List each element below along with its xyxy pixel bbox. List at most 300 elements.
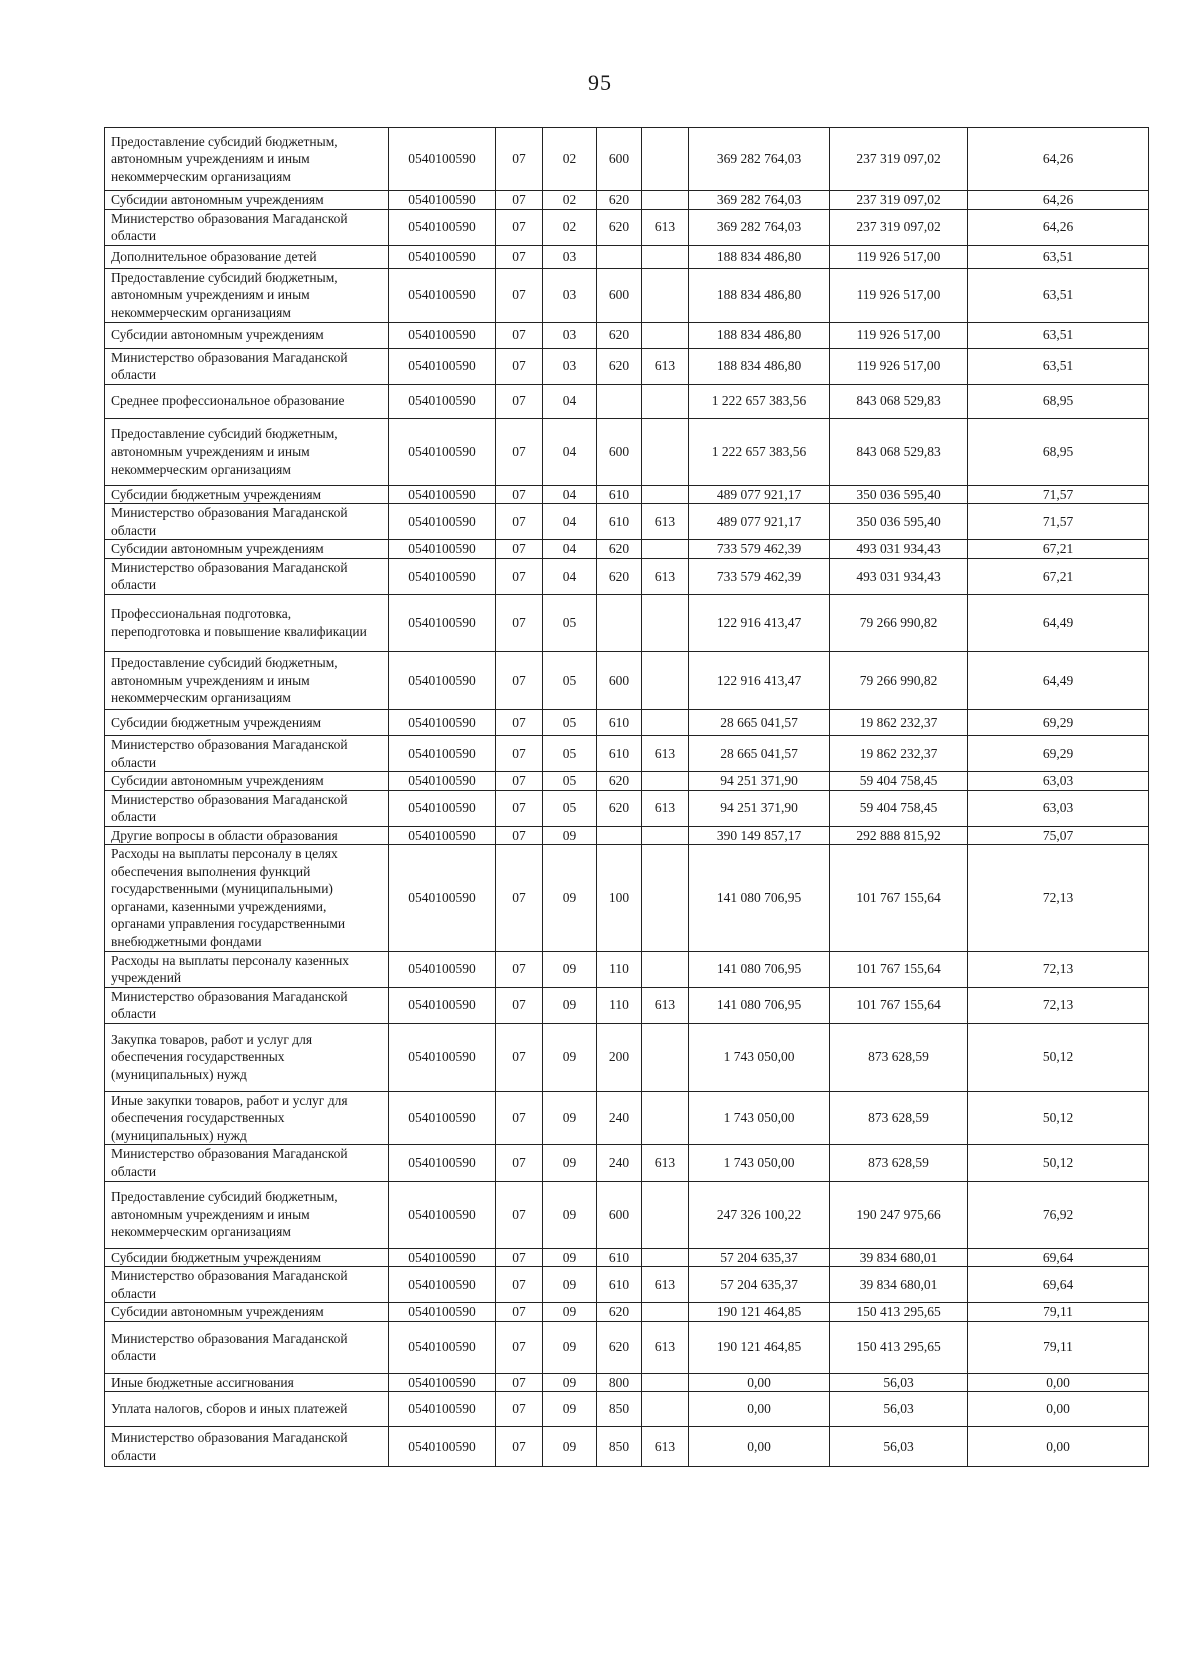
row-target-code: 0540100590 <box>389 1181 496 1248</box>
row-expense-type-code: 620 <box>597 772 642 791</box>
row-section-code: 07 <box>496 790 543 826</box>
row-actual-amount: 19 862 232,37 <box>830 710 968 736</box>
table-row <box>105 1427 1149 1467</box>
row-section-code: 07 <box>496 209 543 245</box>
row-subsection-code: 03 <box>543 348 597 384</box>
row-subsection-code: 02 <box>543 209 597 245</box>
table-row <box>105 322 1149 348</box>
row-planned-amount: 0,00 <box>689 1392 830 1427</box>
row-section-code: 07 <box>496 595 543 652</box>
row-name: Субсидии автономным учреждениям <box>105 772 389 791</box>
row-target-code: 0540100590 <box>389 128 496 191</box>
row-target-code: 0540100590 <box>389 504 496 540</box>
row-planned-amount: 57 204 635,37 <box>689 1248 830 1267</box>
row-section-code: 07 <box>496 1091 543 1145</box>
row-expense-type-code: 610 <box>597 710 642 736</box>
row-section-code: 07 <box>496 504 543 540</box>
row-department-code <box>642 268 689 322</box>
row-department-code <box>642 595 689 652</box>
row-target-code: 0540100590 <box>389 1023 496 1091</box>
row-name: Субсидии бюджетным учреждениям <box>105 485 389 504</box>
row-expense-type-code: 620 <box>597 191 642 210</box>
row-actual-amount: 350 036 595,40 <box>830 504 968 540</box>
row-department-code <box>642 652 689 710</box>
row-department-code: 613 <box>642 1321 689 1373</box>
table-row <box>105 1373 1149 1392</box>
row-target-code: 0540100590 <box>389 1427 496 1467</box>
row-subsection-code: 09 <box>543 1091 597 1145</box>
row-name: Профессиональная подготовка, переподготовка и повышение квалификации <box>105 595 389 652</box>
row-subsection-code: 05 <box>543 736 597 772</box>
row-subsection-code: 05 <box>543 790 597 826</box>
row-department-code: 613 <box>642 736 689 772</box>
row-department-code: 613 <box>642 1427 689 1467</box>
row-name: Министерство образования Магаданской области <box>105 348 389 384</box>
row-expense-type-code: 600 <box>597 652 642 710</box>
row-percent: 75,07 <box>968 826 1149 845</box>
row-expense-type-code: 240 <box>597 1091 642 1145</box>
row-name: Среднее профессиональное образование <box>105 384 389 418</box>
table-row <box>105 1321 1149 1373</box>
row-percent: 79,11 <box>968 1321 1149 1373</box>
table-row <box>105 595 1149 652</box>
row-percent: 72,13 <box>968 951 1149 987</box>
table-row <box>105 268 1149 322</box>
row-actual-amount: 119 926 517,00 <box>830 268 968 322</box>
row-expense-type-code: 610 <box>597 504 642 540</box>
row-target-code: 0540100590 <box>389 1145 496 1181</box>
row-planned-amount: 57 204 635,37 <box>689 1267 830 1303</box>
row-department-code: 613 <box>642 209 689 245</box>
row-planned-amount: 733 579 462,39 <box>689 558 830 594</box>
row-percent: 0,00 <box>968 1427 1149 1467</box>
row-department-code <box>642 245 689 268</box>
row-expense-type-code: 200 <box>597 1023 642 1091</box>
row-planned-amount: 188 834 486,80 <box>689 348 830 384</box>
row-subsection-code: 03 <box>543 268 597 322</box>
row-target-code: 0540100590 <box>389 245 496 268</box>
row-name: Субсидии автономным учреждениям <box>105 322 389 348</box>
row-target-code: 0540100590 <box>389 1392 496 1427</box>
table-row <box>105 1392 1149 1427</box>
row-subsection-code: 09 <box>543 1023 597 1091</box>
row-target-code: 0540100590 <box>389 1091 496 1145</box>
row-percent: 68,95 <box>968 384 1149 418</box>
row-subsection-code: 02 <box>543 191 597 210</box>
table-row <box>105 710 1149 736</box>
row-planned-amount: 0,00 <box>689 1427 830 1467</box>
row-actual-amount: 292 888 815,92 <box>830 826 968 845</box>
row-percent: 64,26 <box>968 191 1149 210</box>
row-planned-amount: 369 282 764,03 <box>689 209 830 245</box>
row-target-code: 0540100590 <box>389 987 496 1023</box>
row-section-code: 07 <box>496 485 543 504</box>
table-row <box>105 1267 1149 1303</box>
table-row <box>105 826 1149 845</box>
row-name: Министерство образования Магаданской области <box>105 209 389 245</box>
row-planned-amount: 1 743 050,00 <box>689 1023 830 1091</box>
row-section-code: 07 <box>496 348 543 384</box>
row-expense-type-code: 850 <box>597 1427 642 1467</box>
table-row <box>105 485 1149 504</box>
row-section-code: 07 <box>496 987 543 1023</box>
row-expense-type-code: 610 <box>597 736 642 772</box>
row-actual-amount: 237 319 097,02 <box>830 191 968 210</box>
row-section-code: 07 <box>496 1373 543 1392</box>
budget-table <box>104 127 1149 1467</box>
row-expense-type-code <box>597 826 642 845</box>
row-subsection-code: 09 <box>543 1303 597 1322</box>
row-planned-amount: 122 916 413,47 <box>689 595 830 652</box>
row-actual-amount: 101 767 155,64 <box>830 951 968 987</box>
row-department-code: 613 <box>642 1267 689 1303</box>
table-body <box>105 128 1149 1467</box>
row-section-code: 07 <box>496 652 543 710</box>
row-target-code: 0540100590 <box>389 951 496 987</box>
row-actual-amount: 101 767 155,64 <box>830 987 968 1023</box>
row-percent: 63,03 <box>968 790 1149 826</box>
row-subsection-code: 09 <box>543 1373 597 1392</box>
row-subsection-code: 02 <box>543 128 597 191</box>
row-planned-amount: 188 834 486,80 <box>689 268 830 322</box>
row-actual-amount: 237 319 097,02 <box>830 128 968 191</box>
row-subsection-code: 09 <box>543 826 597 845</box>
row-department-code <box>642 418 689 485</box>
row-actual-amount: 119 926 517,00 <box>830 322 968 348</box>
row-name: Министерство образования Магаданской области <box>105 790 389 826</box>
row-expense-type-code: 620 <box>597 348 642 384</box>
row-percent: 79,11 <box>968 1303 1149 1322</box>
row-name: Субсидии автономным учреждениям <box>105 540 389 559</box>
row-target-code: 0540100590 <box>389 209 496 245</box>
row-subsection-code: 04 <box>543 558 597 594</box>
row-expense-type-code: 620 <box>597 1303 642 1322</box>
row-expense-type-code <box>597 245 642 268</box>
row-planned-amount: 190 121 464,85 <box>689 1321 830 1373</box>
row-subsection-code: 05 <box>543 710 597 736</box>
row-actual-amount: 150 413 295,65 <box>830 1321 968 1373</box>
row-percent: 69,64 <box>968 1248 1149 1267</box>
row-section-code: 07 <box>496 826 543 845</box>
row-actual-amount: 79 266 990,82 <box>830 652 968 710</box>
row-subsection-code: 04 <box>543 418 597 485</box>
row-expense-type-code: 620 <box>597 1321 642 1373</box>
row-section-code: 07 <box>496 845 543 951</box>
row-section-code: 07 <box>496 191 543 210</box>
row-actual-amount: 119 926 517,00 <box>830 245 968 268</box>
row-percent: 72,13 <box>968 987 1149 1023</box>
row-planned-amount: 489 077 921,17 <box>689 485 830 504</box>
row-percent: 64,49 <box>968 595 1149 652</box>
row-section-code: 07 <box>496 128 543 191</box>
row-target-code: 0540100590 <box>389 540 496 559</box>
row-name: Министерство образования Магаданской области <box>105 1267 389 1303</box>
row-expense-type-code: 800 <box>597 1373 642 1392</box>
row-department-code <box>642 322 689 348</box>
row-target-code: 0540100590 <box>389 1373 496 1392</box>
table-row <box>105 128 1149 191</box>
row-target-code: 0540100590 <box>389 710 496 736</box>
row-subsection-code: 05 <box>543 652 597 710</box>
row-department-code <box>642 1392 689 1427</box>
row-target-code: 0540100590 <box>389 418 496 485</box>
row-planned-amount: 94 251 371,90 <box>689 790 830 826</box>
row-planned-amount: 390 149 857,17 <box>689 826 830 845</box>
row-percent: 76,92 <box>968 1181 1149 1248</box>
row-percent: 64,49 <box>968 652 1149 710</box>
row-department-code <box>642 845 689 951</box>
row-section-code: 07 <box>496 951 543 987</box>
row-actual-amount: 493 031 934,43 <box>830 558 968 594</box>
row-name: Предоставление субсидий бюджетным, автономным учреждениям и иным некоммерческим организациям <box>105 1181 389 1248</box>
table-row <box>105 540 1149 559</box>
row-percent: 67,21 <box>968 558 1149 594</box>
row-actual-amount: 350 036 595,40 <box>830 485 968 504</box>
row-actual-amount: 843 068 529,83 <box>830 418 968 485</box>
row-planned-amount: 1 222 657 383,56 <box>689 418 830 485</box>
row-subsection-code: 04 <box>543 384 597 418</box>
row-actual-amount: 59 404 758,45 <box>830 790 968 826</box>
row-section-code: 07 <box>496 1248 543 1267</box>
row-target-code: 0540100590 <box>389 736 496 772</box>
row-department-code <box>642 1248 689 1267</box>
row-percent: 63,51 <box>968 268 1149 322</box>
row-target-code: 0540100590 <box>389 845 496 951</box>
row-subsection-code: 04 <box>543 540 597 559</box>
row-percent: 64,26 <box>968 128 1149 191</box>
row-name: Закупка товаров, работ и услуг для обеспечения государственных (муниципальных) нужд <box>105 1023 389 1091</box>
row-expense-type-code: 620 <box>597 540 642 559</box>
row-section-code: 07 <box>496 1321 543 1373</box>
row-section-code: 07 <box>496 418 543 485</box>
row-subsection-code: 09 <box>543 1267 597 1303</box>
row-department-code <box>642 710 689 736</box>
row-planned-amount: 1 743 050,00 <box>689 1091 830 1145</box>
table-row <box>105 504 1149 540</box>
row-percent: 50,12 <box>968 1145 1149 1181</box>
row-planned-amount: 141 080 706,95 <box>689 951 830 987</box>
row-percent: 67,21 <box>968 540 1149 559</box>
table-row <box>105 1023 1149 1091</box>
row-target-code: 0540100590 <box>389 826 496 845</box>
table-row <box>105 348 1149 384</box>
row-target-code: 0540100590 <box>389 191 496 210</box>
row-planned-amount: 28 665 041,57 <box>689 710 830 736</box>
row-planned-amount: 190 121 464,85 <box>689 1303 830 1322</box>
row-planned-amount: 141 080 706,95 <box>689 987 830 1023</box>
row-department-code <box>642 1373 689 1392</box>
row-planned-amount: 1 743 050,00 <box>689 1145 830 1181</box>
row-expense-type-code: 600 <box>597 128 642 191</box>
table-row <box>105 772 1149 791</box>
row-subsection-code: 04 <box>543 504 597 540</box>
row-subsection-code: 09 <box>543 1248 597 1267</box>
row-actual-amount: 237 319 097,02 <box>830 209 968 245</box>
row-subsection-code: 04 <box>543 485 597 504</box>
row-planned-amount: 141 080 706,95 <box>689 845 830 951</box>
row-percent: 68,95 <box>968 418 1149 485</box>
row-actual-amount: 873 628,59 <box>830 1091 968 1145</box>
row-percent: 71,57 <box>968 504 1149 540</box>
table-row <box>105 1248 1149 1267</box>
row-target-code: 0540100590 <box>389 652 496 710</box>
row-percent: 63,03 <box>968 772 1149 791</box>
row-actual-amount: 56,03 <box>830 1392 968 1427</box>
row-planned-amount: 369 282 764,03 <box>689 191 830 210</box>
row-planned-amount: 489 077 921,17 <box>689 504 830 540</box>
row-name: Иные бюджетные ассигнования <box>105 1373 389 1392</box>
row-percent: 72,13 <box>968 845 1149 951</box>
row-section-code: 07 <box>496 1145 543 1181</box>
table-row <box>105 209 1149 245</box>
table-row <box>105 987 1149 1023</box>
row-department-code: 613 <box>642 987 689 1023</box>
row-target-code: 0540100590 <box>389 790 496 826</box>
page-number: 95 <box>588 70 612 95</box>
row-actual-amount: 101 767 155,64 <box>830 845 968 951</box>
row-section-code: 07 <box>496 1427 543 1467</box>
row-name: Субсидии бюджетным учреждениям <box>105 710 389 736</box>
table-row <box>105 951 1149 987</box>
row-department-code <box>642 128 689 191</box>
row-name: Уплата налогов, сборов и иных платежей <box>105 1392 389 1427</box>
row-name: Иные закупки товаров, работ и услуг для обеспечения государственных (муниципальных) нужд <box>105 1091 389 1145</box>
row-planned-amount: 122 916 413,47 <box>689 652 830 710</box>
row-actual-amount: 56,03 <box>830 1427 968 1467</box>
row-target-code: 0540100590 <box>389 485 496 504</box>
row-actual-amount: 79 266 990,82 <box>830 595 968 652</box>
row-actual-amount: 59 404 758,45 <box>830 772 968 791</box>
row-expense-type-code: 610 <box>597 485 642 504</box>
row-section-code: 07 <box>496 772 543 791</box>
table-row <box>105 558 1149 594</box>
row-name: Министерство образования Магаданской области <box>105 1145 389 1181</box>
row-percent: 64,26 <box>968 209 1149 245</box>
row-department-code: 613 <box>642 348 689 384</box>
row-subsection-code: 09 <box>543 1181 597 1248</box>
row-department-code <box>642 1023 689 1091</box>
row-department-code <box>642 1181 689 1248</box>
row-expense-type-code: 620 <box>597 322 642 348</box>
row-section-code: 07 <box>496 1181 543 1248</box>
row-target-code: 0540100590 <box>389 772 496 791</box>
row-percent: 69,29 <box>968 710 1149 736</box>
row-name: Предоставление субсидий бюджетным, автономным учреждениям и иным некоммерческим организациям <box>105 128 389 191</box>
row-actual-amount: 190 247 975,66 <box>830 1181 968 1248</box>
row-percent: 69,64 <box>968 1267 1149 1303</box>
row-department-code <box>642 384 689 418</box>
row-subsection-code: 05 <box>543 772 597 791</box>
row-name: Субсидии автономным учреждениям <box>105 191 389 210</box>
row-subsection-code: 09 <box>543 845 597 951</box>
row-name: Расходы на выплаты персоналу казенных учреждений <box>105 951 389 987</box>
table-row <box>105 845 1149 951</box>
row-section-code: 07 <box>496 1303 543 1322</box>
table-row <box>105 384 1149 418</box>
table-row <box>105 1303 1149 1322</box>
row-department-code <box>642 191 689 210</box>
row-section-code: 07 <box>496 1023 543 1091</box>
row-name: Министерство образования Магаданской области <box>105 504 389 540</box>
row-actual-amount: 873 628,59 <box>830 1145 968 1181</box>
row-name: Предоставление субсидий бюджетным, автономным учреждениям и иным некоммерческим организациям <box>105 268 389 322</box>
row-expense-type-code: 110 <box>597 951 642 987</box>
row-actual-amount: 843 068 529,83 <box>830 384 968 418</box>
row-expense-type-code <box>597 384 642 418</box>
row-target-code: 0540100590 <box>389 558 496 594</box>
row-department-code: 613 <box>642 558 689 594</box>
row-expense-type-code: 610 <box>597 1267 642 1303</box>
table-row <box>105 245 1149 268</box>
row-percent: 50,12 <box>968 1023 1149 1091</box>
row-actual-amount: 39 834 680,01 <box>830 1248 968 1267</box>
row-expense-type-code: 610 <box>597 1248 642 1267</box>
row-actual-amount: 493 031 934,43 <box>830 540 968 559</box>
row-section-code: 07 <box>496 1267 543 1303</box>
row-target-code: 0540100590 <box>389 384 496 418</box>
row-percent: 63,51 <box>968 245 1149 268</box>
table-row <box>105 418 1149 485</box>
row-section-code: 07 <box>496 384 543 418</box>
row-department-code: 613 <box>642 790 689 826</box>
row-department-code <box>642 1303 689 1322</box>
row-percent: 0,00 <box>968 1392 1149 1427</box>
row-expense-type-code: 600 <box>597 418 642 485</box>
table-row <box>105 652 1149 710</box>
table-row <box>105 1091 1149 1145</box>
row-subsection-code: 09 <box>543 951 597 987</box>
row-planned-amount: 0,00 <box>689 1373 830 1392</box>
row-department-code <box>642 826 689 845</box>
table-row <box>105 1145 1149 1181</box>
row-target-code: 0540100590 <box>389 595 496 652</box>
row-subsection-code: 09 <box>543 987 597 1023</box>
row-actual-amount: 119 926 517,00 <box>830 348 968 384</box>
row-section-code: 07 <box>496 736 543 772</box>
row-name: Предоставление субсидий бюджетным, автономным учреждениям и иным некоммерческим организациям <box>105 652 389 710</box>
row-section-code: 07 <box>496 540 543 559</box>
table-row <box>105 790 1149 826</box>
row-actual-amount: 39 834 680,01 <box>830 1267 968 1303</box>
row-planned-amount: 188 834 486,80 <box>689 322 830 348</box>
row-target-code: 0540100590 <box>389 1267 496 1303</box>
row-percent: 50,12 <box>968 1091 1149 1145</box>
row-expense-type-code: 110 <box>597 987 642 1023</box>
table-row <box>105 1181 1149 1248</box>
row-expense-type-code: 600 <box>597 268 642 322</box>
row-subsection-code: 03 <box>543 322 597 348</box>
row-department-code <box>642 540 689 559</box>
row-subsection-code: 09 <box>543 1392 597 1427</box>
row-department-code <box>642 1091 689 1145</box>
row-expense-type-code: 620 <box>597 790 642 826</box>
row-percent: 63,51 <box>968 348 1149 384</box>
table-row <box>105 191 1149 210</box>
row-actual-amount: 150 413 295,65 <box>830 1303 968 1322</box>
row-department-code: 613 <box>642 1145 689 1181</box>
row-name: Дополнительное образование детей <box>105 245 389 268</box>
row-name: Расходы на выплаты персоналу в целях обеспечения выполнения функций государственными (муниципальными) органами, казенными учреждениями, органами управления государственными внебюджетными фондами <box>105 845 389 951</box>
row-percent: 63,51 <box>968 322 1149 348</box>
row-target-code: 0540100590 <box>389 322 496 348</box>
row-name: Субсидии бюджетным учреждениям <box>105 1248 389 1267</box>
row-section-code: 07 <box>496 710 543 736</box>
row-target-code: 0540100590 <box>389 268 496 322</box>
row-name: Министерство образования Магаданской области <box>105 558 389 594</box>
row-planned-amount: 94 251 371,90 <box>689 772 830 791</box>
row-department-code <box>642 951 689 987</box>
row-planned-amount: 733 579 462,39 <box>689 540 830 559</box>
